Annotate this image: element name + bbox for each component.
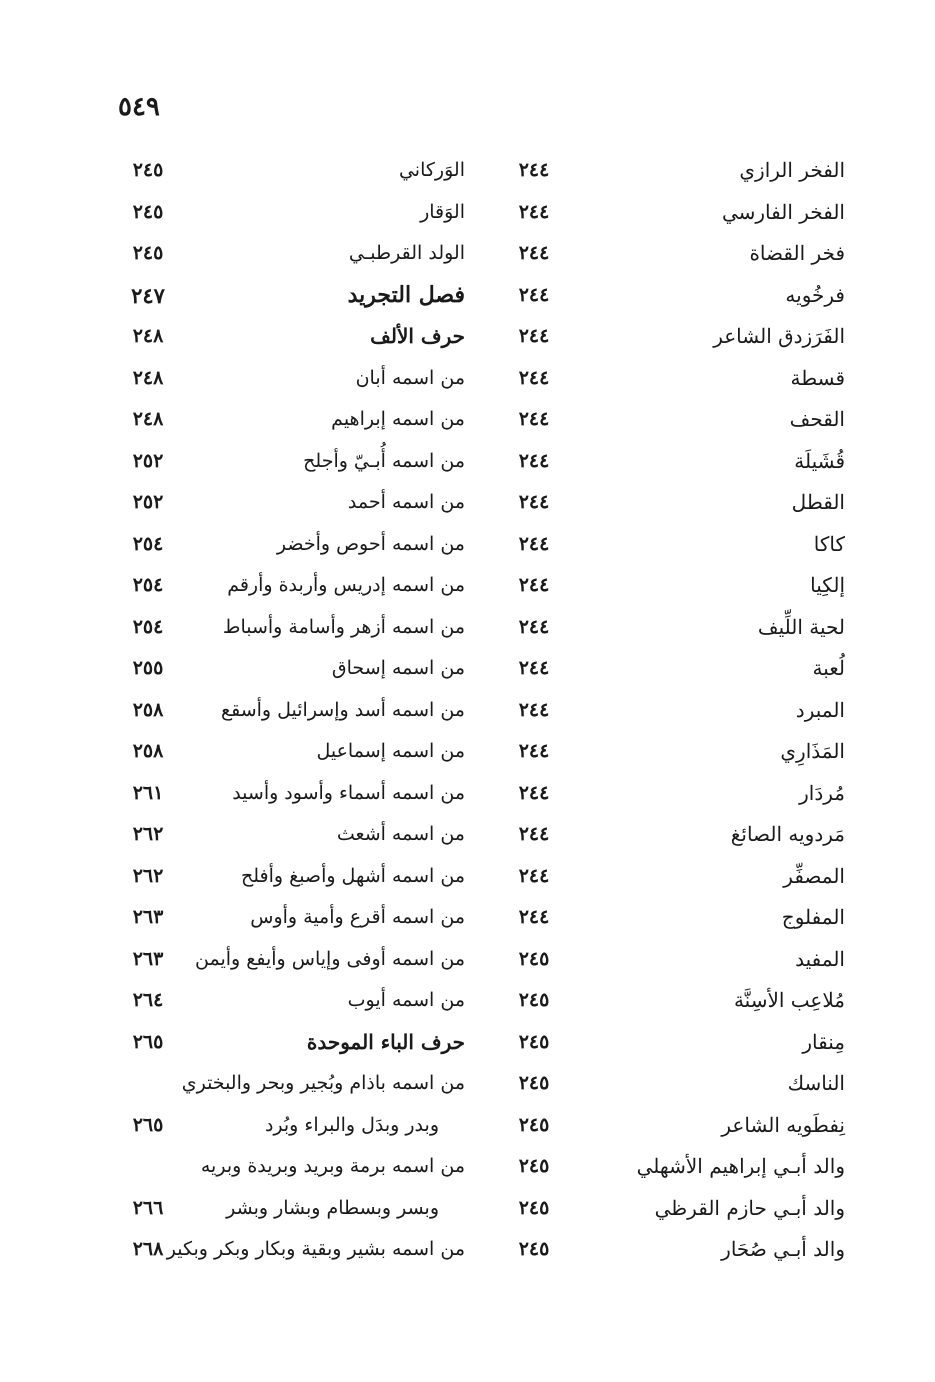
entry-page-left-column: ٢٤٥: [132, 159, 164, 181]
entry-page-right-column: ٢٤٥: [518, 989, 550, 1011]
index-row: [0, 1022, 935, 1064]
entry-name-right-column: القطل: [791, 490, 845, 514]
entry-name-left-column: من اسمه أحوص وأخضر: [276, 532, 465, 555]
entry-name-left-column: الوَقار: [420, 200, 465, 223]
entry-page-right-column: ٢٤٤: [518, 574, 550, 596]
entry-name-right-column: لحية اللِّيف: [757, 614, 845, 639]
entry-name-left-column: من اسمه أشهل وأصبغ وأفلح: [240, 864, 465, 887]
index-row: [0, 565, 935, 607]
index-table: [0, 150, 935, 1271]
index-row: [0, 399, 935, 441]
entry-name-left-column: من اسمه أقرع وأمية وأوس: [250, 906, 465, 928]
entry-name-right-column: المَذَارِي: [780, 739, 845, 763]
entry-page-left-column: ٢٤٧: [131, 282, 165, 308]
entry-page-right-column: ٢٤٤: [518, 532, 550, 555]
index-row: [0, 316, 935, 358]
entry-name-right-column: والد أبـي حازم القرظي: [654, 1195, 845, 1220]
entry-name-right-column: قُشَيلَة: [794, 448, 845, 473]
entry-page-left-column: ٢٥٨: [132, 740, 164, 762]
entry-page-left-column: ٢٦٦: [132, 1196, 164, 1219]
entry-page-right-column: ٢٤٤: [518, 864, 550, 887]
entry-page-left-column: ٢٦٥: [132, 1030, 164, 1053]
entry-page-right-column: ٢٤٤: [518, 823, 550, 845]
entry-page-right-column: ٢٤٤: [518, 408, 550, 430]
entry-page-right-column: ٢٤٥: [518, 1072, 550, 1094]
entry-name-right-column: كاكا: [813, 531, 845, 556]
entry-page-left-column: ٢٦٣: [132, 947, 164, 970]
entry-page-right-column: ٢٤٤: [518, 283, 550, 306]
section-heading: حرف الباء الموحدة: [306, 1029, 465, 1054]
entry-name-right-column: مَردويه الصائغ: [730, 822, 845, 846]
entry-page-left-column: ٢٤٨: [132, 366, 164, 389]
entry-name-right-column: مِنقار: [802, 1029, 845, 1054]
section-heading: حرف الألف: [370, 324, 465, 348]
index-row: [0, 482, 935, 524]
entry-page-left-column: ٢٦٣: [132, 906, 164, 928]
entry-name-left-column: من اسمه أوفى وإياس وأيفع وأيمن: [195, 947, 465, 970]
entry-name-right-column: المبرد: [795, 697, 845, 722]
entry-page-left-column: ٢٥٤: [132, 615, 164, 638]
entry-page-left-column: ٢٤٥: [132, 242, 164, 264]
entry-name-left-column: من اسمه أُبـيّ وأجلح: [303, 449, 465, 472]
entry-name-left-column: من اسمه إسحاق: [331, 657, 465, 679]
index-row: [0, 524, 935, 566]
index-row: [0, 607, 935, 649]
entry-page-right-column: ٢٤٤: [518, 615, 550, 638]
index-row: [0, 814, 935, 856]
entry-name-right-column: لُعبة: [812, 656, 845, 680]
entry-name-right-column: والد أبـي صُحَار: [721, 1237, 845, 1261]
entry-page-left-column: ٢٦٥: [132, 1113, 164, 1136]
index-row: [0, 1229, 935, 1271]
index-row: [0, 192, 935, 234]
entry-page-left-column: ٢٤٨: [132, 325, 164, 347]
entry-name-right-column: الفخر الرازي: [739, 158, 845, 182]
entry-name-right-column: مُلاعِب الأسِنَّة: [733, 988, 845, 1012]
index-row: [0, 731, 935, 773]
entry-name-right-column: المصفِّر: [783, 863, 845, 888]
entry-page-left-column: ٢٥٢: [132, 449, 164, 472]
entry-page-right-column: ٢٤٥: [518, 1113, 550, 1136]
entry-name-left-column: من اسمه بشير وبقية وبكار وبكر وبكير: [166, 1238, 465, 1260]
entry-name-left-column: وبدر وبدَل والبراء وبُرد: [264, 1113, 439, 1136]
index-row: [0, 939, 935, 981]
entry-name-left-column: من اسمه أشعث: [336, 823, 465, 845]
entry-name-right-column: المفيد: [795, 946, 845, 971]
entry-page-right-column: ٢٤٥: [518, 1196, 550, 1219]
entry-page-left-column: ٢٦٢: [132, 864, 164, 887]
entry-name-right-column: الفَرَزدق الشاعر: [713, 324, 845, 348]
entry-page-left-column: ٢٥٤: [132, 574, 164, 596]
entry-name-left-column: من اسمه أزهر وأسامة وأسباط: [222, 615, 465, 638]
entry-page-right-column: ٢٤٤: [518, 906, 550, 928]
entry-page-right-column: ٢٤٥: [518, 1238, 550, 1260]
index-row: [0, 648, 935, 690]
entry-page-right-column: ٢٤٤: [518, 242, 550, 264]
entry-name-left-column: من اسمه أسد وإسرائيل وأسقع: [221, 698, 465, 721]
entry-page-right-column: ٢٤٤: [518, 698, 550, 721]
entry-page-right-column: ٢٤٤: [518, 657, 550, 679]
entry-name-right-column: فرخُويه: [785, 282, 845, 307]
entry-page-right-column: ٢٤٤: [518, 740, 550, 762]
entry-page-right-column: ٢٤٤: [518, 491, 550, 513]
entry-page-left-column: ٢٤٨: [132, 408, 164, 430]
entry-name-right-column: المفلوج: [781, 905, 845, 929]
entry-name-right-column: والد أبـي إبراهيم الأشهلي: [636, 1154, 845, 1178]
entry-name-left-column: من اسمه أبان: [355, 366, 465, 389]
entry-page-left-column: ٢٦٨: [132, 1238, 164, 1260]
entry-name-left-column: الوَركاني: [398, 159, 465, 181]
index-row: [0, 150, 935, 192]
entry-page-left-column: ٢٥٨: [132, 698, 164, 721]
entry-page-right-column: ٢٤٤: [518, 781, 550, 804]
index-row: [0, 690, 935, 732]
index-row: [0, 980, 935, 1022]
index-row: [0, 1105, 935, 1147]
entry-page-left-column: ٢٦٤: [132, 989, 164, 1011]
entry-name-right-column: مُردَار: [799, 780, 845, 805]
entry-page-right-column: ٢٤٤: [518, 200, 550, 223]
index-row: [0, 233, 935, 275]
entry-name-right-column: نِفطَويه الشاعر: [721, 1112, 845, 1137]
entry-name-right-column: فخر القضاة: [749, 241, 845, 265]
section-heading: فصل التجريد: [347, 281, 465, 308]
index-row: [0, 773, 935, 815]
entry-name-left-column: وبسر وبسطام وبشار وبشر: [226, 1196, 439, 1219]
index-row: [0, 441, 935, 483]
entry-page-left-column: ٢٤٥: [132, 200, 164, 223]
entry-page-left-column: ٢٥٤: [132, 532, 164, 555]
entry-name-left-column: من اسمه باذام وبُجير وبحر والبختري: [181, 1072, 465, 1094]
entry-page-right-column: ٢٤٥: [518, 947, 550, 970]
entry-name-left-column: من اسمه أسماء وأسود وأسيد: [232, 781, 465, 804]
index-row: [0, 275, 935, 317]
entry-page-left-column: ٢٦٢: [132, 823, 164, 845]
index-row: [0, 1063, 935, 1105]
entry-name-left-column: من اسمه برمة وبريد وبريدة وبريه: [200, 1155, 465, 1177]
index-row: [0, 1188, 935, 1230]
entry-page-right-column: ٢٤٤: [518, 159, 550, 181]
entry-page-left-column: ٢٥٥: [132, 657, 164, 679]
entry-page-left-column: ٢٦١: [132, 781, 164, 804]
entry-name-right-column: الناسك: [787, 1071, 845, 1095]
entry-name-left-column: من اسمه إسماعيل: [316, 740, 465, 762]
entry-name-left-column: الولد القرطبـي: [348, 242, 465, 264]
entry-name-left-column: من اسمه إدريس وأربدة وأرقم: [227, 574, 465, 596]
entry-page-right-column: ٢٤٥: [518, 1030, 550, 1053]
entry-name-left-column: من اسمه إبراهيم: [331, 408, 465, 430]
entry-name-right-column: القحف: [789, 407, 845, 431]
entry-name-right-column: قسطة: [790, 365, 845, 390]
entry-page-right-column: ٢٤٤: [518, 449, 550, 472]
index-row: [0, 358, 935, 400]
page-number: ٥٤٩: [118, 92, 160, 122]
entry-page-right-column: ٢٤٤: [518, 366, 550, 389]
entry-name-right-column: الفخر الفارسي: [721, 199, 845, 224]
entry-name-right-column: إلكِيا: [810, 573, 845, 597]
entry-page-right-column: ٢٤٥: [518, 1155, 550, 1177]
index-row: [0, 856, 935, 898]
entry-page-left-column: ٢٥٢: [132, 491, 164, 513]
entry-name-left-column: من اسمه أيوب: [347, 989, 465, 1011]
index-row: [0, 897, 935, 939]
index-row: [0, 1146, 935, 1188]
entry-name-left-column: من اسمه أحمد: [347, 491, 465, 513]
entry-page-right-column: ٢٤٤: [518, 325, 550, 347]
